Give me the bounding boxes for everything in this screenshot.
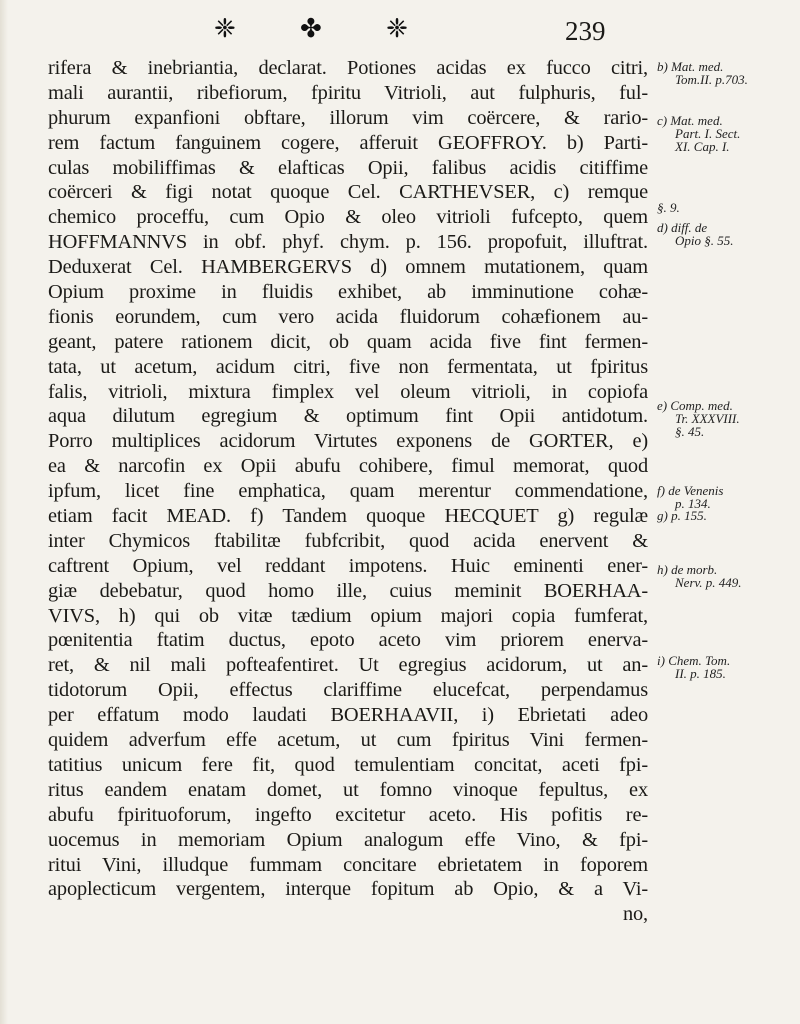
margin-note-line: Opio §. 55.: [675, 233, 734, 248]
margin-note-line: p. 134.: [675, 496, 711, 511]
margin-note-line: Nerv. p. 449.: [675, 575, 742, 590]
text-line: per effatum modo laudati BOERHAAVII, i) Ebrietati adeo: [48, 704, 648, 727]
margin-note: [657, 654, 797, 680]
margin-note: [657, 201, 797, 214]
text-line: fionis eorundem, cum vero acida fluidorum cohæfionem au-: [48, 305, 648, 328]
margin-note: [657, 509, 797, 522]
margin-note-line: f) de Venenis: [657, 483, 724, 498]
text-line: giæ debebatur, quod homo ille, cuius meminit BOERHAA-: [48, 579, 648, 602]
text-line: tatitius unicum fere fit, quod temulentiam concitat, aceti fpi-: [48, 753, 648, 776]
text-line: rem factum fanguinem cogere, afferuit GEOFFROY. b) Parti-: [48, 131, 648, 154]
margin-note: [657, 221, 797, 247]
margin-note-line: i) Chem. Tom.: [657, 653, 731, 668]
margin-note-line: h) de morb.: [657, 562, 718, 577]
margin-note-line: b) Mat. med.: [657, 59, 724, 74]
margin-note: [657, 484, 797, 510]
margin-note: [657, 399, 797, 438]
page-number: 239: [565, 16, 606, 46]
text-line: uocemus in memoriam Opium analogum effe Vino, & fpi-: [48, 828, 648, 851]
header-ornament: ❈ ✤ ❈: [214, 14, 436, 44]
margin-note-line: d) diff. de: [657, 220, 708, 235]
text-line: quidem adverfum effe acetum, ut cum fpiritus Vini fermen-: [48, 729, 648, 752]
text-line: ret, & nil mali pofteafentiret. Ut egregius acidorum, ut an-: [48, 654, 648, 677]
text-line: Porro multiplices acidorum Virtutes exponens de GORTER, e): [48, 430, 648, 453]
text-line: Deduxerat Cel. HAMBERGERVS d) omnem mutationem, quam: [48, 256, 648, 279]
margin-note: [657, 60, 797, 86]
margin-note-line: e) Comp. med.: [657, 398, 733, 413]
page-header: [0, 14, 800, 54]
text-line: no,: [622, 903, 648, 926]
text-line: pœnitentia ftatim ductus, epoto aceto vim priorem enerva-: [48, 629, 648, 652]
text-line: aqua dilutum egregium & optimum fint Opii antidotum.: [48, 405, 648, 428]
margin-note-line: II. p. 185.: [675, 666, 726, 681]
text-line: Opium proxime in fluidis exhibet, ab imminutione cohæ-: [48, 281, 648, 304]
page-edge-shadow: [0, 0, 8, 1024]
text-line: HOFFMANNVS in obf. phyf. chym. p. 156. propofuit, illuftrat.: [48, 231, 648, 254]
text-line: inter Chymicos ftabilitæ fubfcribit, quod acida enervent &: [48, 529, 648, 552]
text-line: ea & narcofin ex Opii abufu cohibere, fimul memorat, quod: [48, 455, 648, 478]
text-line: falis, vitrioli, mixtura fimplex vel oleum vitrioli, in copiofa: [48, 380, 648, 403]
text-line: mali aurantii, ribefiorum, fpiritu Vitrioli, aut fulphuris, ful-: [48, 81, 648, 104]
text-line: etiam facit MEAD. f) Tandem quoque HECQUET g) regulæ: [48, 505, 648, 528]
margin-note-line: g) p. 155.: [657, 508, 707, 523]
text-line: coërceri & figi notat quoque Cel. CARTHEVSER, c) remque: [48, 181, 648, 204]
text-line: abufu fpirituoforum, ingefto excitetur aceto. His pofitis re-: [48, 803, 648, 826]
margin-note-line: §. 9.: [657, 200, 680, 215]
margin-note-line: Part. I. Sect.: [675, 126, 741, 141]
text-line: ipfum, licet fine emphatica, quam merentur commendatione,: [48, 480, 648, 503]
text-line: caftrent Opium, vel reddant impotens. Huic eminenti ener-: [48, 554, 648, 577]
text-line: ritui Vini, illudque fummam concitare ebrietatem in foporem: [48, 853, 648, 876]
margin-note: [657, 114, 797, 153]
margin-note-line: §. 45.: [675, 424, 705, 439]
margin-note-line: c) Mat. med.: [657, 113, 723, 128]
text-line: culas mobiliffimas & elafticas Opii, falibus acidis citiffime: [48, 156, 648, 179]
text-line: rifera & inebriantia, declarat. Potiones acidas ex fucco citri,: [48, 57, 648, 79]
margin-note-line: Tom.II. p.703.: [675, 72, 748, 87]
body-text: [48, 56, 648, 927]
text-line: tata, ut acetum, acidum citri, five non fermentata, ut fpiritus: [48, 355, 648, 378]
text-line: apoplecticum vergentem, interque fopitum ab Opio, & a Vi-: [48, 878, 648, 901]
margin-note: [657, 563, 797, 589]
text-line: chemico proceffu, cum Opio & oleo vitrioli fufcepto, quem: [48, 206, 648, 229]
margin-note-line: XI. Cap. I.: [675, 139, 730, 154]
text-line: geant, patere rationem dicit, ob quam acida five fint fermen-: [48, 330, 648, 353]
text-line: ritus eandem enatam domet, ut fomno vinoque fepultus, ex: [48, 778, 648, 801]
text-line: phurum expanfioni obftare, illorum vim coërcere, & rario-: [48, 106, 648, 129]
text-line: VIVS, h) qui ob vitæ tædium opium majori copia fumferat,: [48, 604, 648, 627]
text-line: tidotorum Opii, effectus clariffime elucefcat, perpendamus: [48, 679, 648, 702]
margin-note-line: Tr. XXXVIII.: [675, 411, 740, 426]
